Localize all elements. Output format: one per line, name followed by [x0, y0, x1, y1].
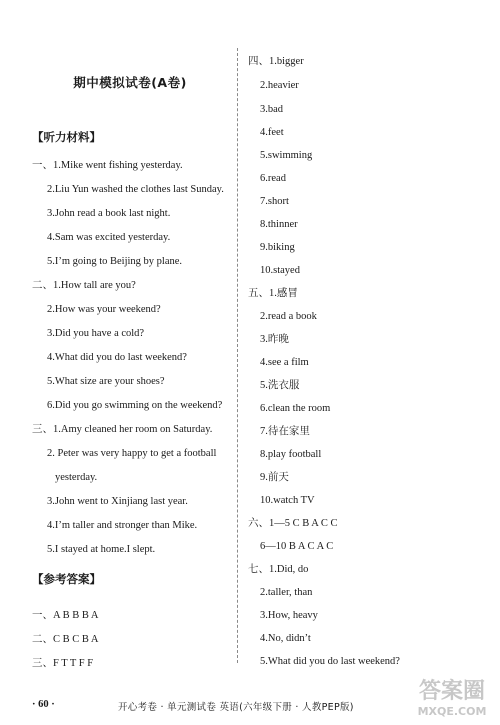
watermark-url: MXQE.COM: [417, 705, 487, 718]
right-line-9: 9.biking: [260, 242, 295, 253]
left-line-5: 5.I’m going to Beijing by plane.: [47, 256, 183, 267]
right-line-20: 10.watch TV: [260, 495, 315, 506]
column-divider: [237, 48, 238, 663]
right-line-6: 6.read: [260, 173, 286, 184]
left-line-6: 二、1.How tall are you?: [32, 280, 136, 291]
footer-series: 开心考卷 · 单元测试卷 英语(六年级下册 · 人教PEP版): [118, 702, 354, 713]
right-line-27: 5.What did you do last weekend?: [260, 656, 400, 667]
watermark-text: 答案圈: [418, 679, 486, 704]
right-line-14: 4.see a film: [260, 357, 309, 368]
right-line-18: 8.play football: [260, 449, 322, 460]
left-line-11: 6.Did you go swimming on the weekend?: [47, 400, 223, 411]
right-line-21: 六、1—5 C B A C C: [248, 518, 338, 529]
answers-heading: 【参考答案】: [32, 572, 101, 586]
right-line-1: 四、1.bigger: [248, 56, 304, 67]
left-line-4: 4.Sam was excited yesterday.: [47, 232, 171, 243]
left-line-7: 2.How was your weekend?: [47, 304, 161, 315]
left-line-15: 3.John went to Xinjiang last year.: [47, 496, 188, 507]
right-line-5: 5.swimming: [260, 150, 313, 161]
right-line-3: 3.bad: [260, 104, 284, 115]
right-line-16: 6.clean the room: [260, 403, 331, 414]
watermark-logo: [408, 672, 496, 720]
right-line-24: 2.taller, than: [260, 587, 313, 598]
right-line-4: 4.feet: [260, 127, 284, 138]
left-line-14: yesterday.: [55, 472, 98, 483]
page-title: 期中模拟试卷(A卷): [73, 75, 187, 90]
right-line-8: 8.thinner: [260, 219, 298, 230]
left-line-10: 5.What size are your shoes?: [47, 376, 165, 387]
left-line-19: 二、C B C B A: [32, 634, 99, 645]
listening-heading: 【听力材料】: [32, 130, 101, 144]
right-line-26: 4.No, didn’t: [260, 633, 311, 644]
right-line-13: 3.昨晚: [260, 334, 289, 345]
left-line-16: 4.I’m taller and stronger than Mike.: [47, 520, 198, 531]
right-line-19: 9.前天: [260, 472, 289, 483]
left-line-1: 一、1.Mike went fishing yesterday.: [32, 160, 183, 171]
right-line-7: 7.short: [260, 196, 289, 207]
right-line-17: 7.待在家里: [260, 426, 310, 437]
left-line-17: 5.I stayed at home.I slept.: [47, 544, 156, 555]
left-line-9: 4.What did you do last weekend?: [47, 352, 187, 363]
right-line-2: 2.heavier: [260, 80, 299, 91]
left-line-20: 三、F T T F F: [32, 658, 94, 669]
right-line-23: 七、1.Did, do: [248, 564, 309, 575]
right-line-12: 2.read a book: [260, 311, 317, 322]
page-number: · 60 ·: [32, 699, 55, 710]
left-line-13: 2. Peter was very happy to get a football: [47, 448, 217, 459]
left-line-2: 2.Liu Yun washed the clothes last Sunday.: [47, 184, 224, 195]
right-line-25: 3.How, heavy: [260, 610, 318, 621]
left-line-8: 3.Did you have a cold?: [47, 328, 145, 339]
left-line-3: 3.John read a book last night.: [47, 208, 171, 219]
right-line-22: 6—10 B A C A C: [260, 541, 334, 552]
left-line-18: 一、A B B B A: [32, 610, 99, 621]
right-line-15: 5.洗衣服: [260, 380, 300, 391]
left-line-12: 三、1.Amy cleaned her room on Saturday.: [32, 424, 213, 435]
right-line-10: 10.stayed: [260, 265, 300, 276]
right-line-11: 五、1.感冒: [248, 288, 298, 299]
